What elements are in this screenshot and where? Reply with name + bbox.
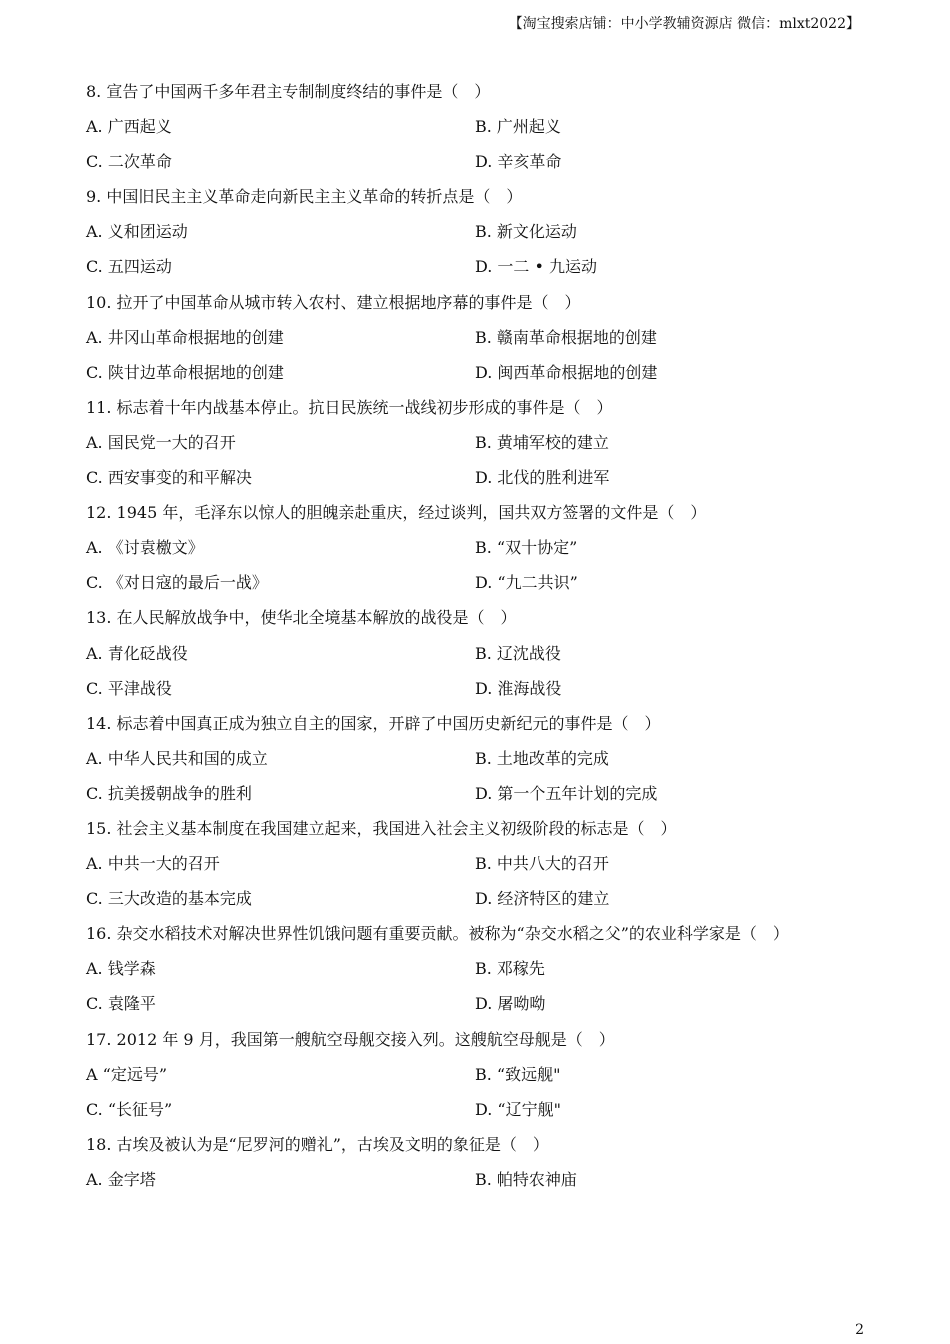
question-stem: 17. 2012 年 9 月，我国第一艘航空母舰交接入列。这艘航空母舰是（ ） xyxy=(86,1029,615,1049)
options-row xyxy=(86,671,876,706)
answer-option: D. 淮海战役 xyxy=(475,678,562,698)
answer-option: D. 第一个五年计划的完成 xyxy=(475,783,658,803)
question-block xyxy=(86,706,876,811)
answer-option: A. 中共一大的召开 xyxy=(86,854,220,874)
answer-option: B. “致远舰" xyxy=(475,1064,561,1084)
answer-option: C. “长征号” xyxy=(86,1099,173,1119)
answer-option: B. 邓稼先 xyxy=(475,959,545,979)
question-block xyxy=(86,179,876,284)
answer-option: D. 一二 • 九运动 xyxy=(475,257,598,277)
question-stem: 16. 杂交水稻技术对解决世界性饥饿问题有重要贡献。被称为“杂交水稻之父”的农业科学家是（ ） xyxy=(86,924,789,944)
answer-option: C. 袁隆平 xyxy=(86,994,156,1014)
options-row xyxy=(86,144,876,179)
shop-header-notice: 【淘宝搜索店铺：中小学教辅资源店 微信：mlxt2022】 xyxy=(508,16,860,32)
answer-option: B. 土地改革的完成 xyxy=(475,748,609,768)
question-block xyxy=(86,1127,876,1197)
answer-option: C. 平津战役 xyxy=(86,678,172,698)
options-row xyxy=(86,320,876,355)
answer-option: B. 帕特农神庙 xyxy=(475,1169,577,1189)
answer-option: A. 《讨袁檄文》 xyxy=(86,538,204,558)
question-stem: 14. 标志着中国真正成为独立自主的国家，开辟了中国历史新纪元的事件是（ ） xyxy=(86,713,661,733)
answer-option: C. 西安事变的和平解决 xyxy=(86,468,252,488)
answer-option: C. 三大改造的基本完成 xyxy=(86,889,252,909)
answer-option: B. 中共八大的召开 xyxy=(475,854,609,874)
options-row xyxy=(86,846,876,881)
question-list xyxy=(86,74,876,1197)
question-stem: 13. 在人民解放战争中，使华北全境基本解放的战役是（ ） xyxy=(86,608,517,628)
answer-option: A. 中华人民共和国的成立 xyxy=(86,748,268,768)
question-stem: 12. 1945 年，毛泽东以惊人的胆魄亲赴重庆，经过谈判，国共双方签署的文件是（ ） xyxy=(86,503,707,523)
question-block xyxy=(86,495,876,600)
answer-option: B. 赣南革命根据地的创建 xyxy=(475,327,657,347)
options-row xyxy=(86,249,876,284)
question-block xyxy=(86,811,876,916)
answer-option: A. 义和团运动 xyxy=(86,222,188,242)
question-block xyxy=(86,74,876,179)
answer-option: C. 陕甘边革命根据地的创建 xyxy=(86,362,284,382)
options-row xyxy=(86,1162,876,1197)
question-stem: 18. 古埃及被认为是“尼罗河的赠礼”，古埃及文明的象征是（ ） xyxy=(86,1134,549,1154)
options-row xyxy=(86,355,876,390)
question-block xyxy=(86,285,876,390)
question-stem: 9. 中国旧民主主义革命走向新民主主义革命的转折点是（ ） xyxy=(86,187,523,207)
options-row xyxy=(86,460,876,495)
question-stem: 8. 宣告了中国两千多年君主专制制度终结的事件是（ ） xyxy=(86,82,491,101)
answer-option: B. 新文化运动 xyxy=(475,222,577,242)
options-row xyxy=(86,951,876,986)
question-stem: 15. 社会主义基本制度在我国建立起来，我国进入社会主义初级阶段的标志是（ ） xyxy=(86,818,677,838)
options-row xyxy=(86,1057,876,1092)
question-block xyxy=(86,1022,876,1127)
answer-option: D. 闽西革命根据地的创建 xyxy=(475,362,658,382)
page-number: 2 xyxy=(855,1322,864,1338)
answer-option: D. “九二共识” xyxy=(475,573,578,593)
options-row xyxy=(86,1092,876,1127)
options-row xyxy=(86,776,876,811)
options-row xyxy=(86,530,876,565)
options-row xyxy=(86,636,876,671)
answer-option: B. 黄埔军校的建立 xyxy=(475,432,609,452)
answer-option: A. 国民党一大的召开 xyxy=(86,432,236,452)
answer-option: D. 北伐的胜利进军 xyxy=(475,468,610,488)
answer-option: C. 抗美援朝战争的胜利 xyxy=(86,783,252,803)
question-block xyxy=(86,390,876,495)
answer-option: B. “双十协定” xyxy=(475,538,578,558)
answer-option: C. 《对日寇的最后一战》 xyxy=(86,573,268,593)
question-block xyxy=(86,916,876,1021)
question-block xyxy=(86,600,876,705)
options-row xyxy=(86,565,876,600)
answer-option: B. 广州起义 xyxy=(475,117,561,137)
answer-option: C. 五四运动 xyxy=(86,257,172,277)
options-row xyxy=(86,425,876,460)
answer-option: D. 经济特区的建立 xyxy=(475,889,610,909)
question-stem: 10. 拉开了中国革命从城市转入农村、建立根据地序幕的事件是（ ） xyxy=(86,292,581,312)
options-row xyxy=(86,109,876,144)
answer-option: A. 钱学森 xyxy=(86,959,156,979)
options-row xyxy=(86,881,876,916)
options-row xyxy=(86,986,876,1021)
answer-option: D. 屠呦呦 xyxy=(475,994,546,1014)
answer-option: C. 二次革命 xyxy=(86,152,172,172)
question-stem: 11. 标志着十年内战基本停止。抗日民族统一战线初步形成的事件是（ ） xyxy=(86,397,613,417)
answer-option: A. 金字塔 xyxy=(86,1169,156,1189)
answer-option: A. 青化砭战役 xyxy=(86,643,188,663)
answer-option: D. “辽宁舰" xyxy=(475,1099,561,1119)
answer-option: A. 井冈山革命根据地的创建 xyxy=(86,327,284,347)
answer-option: D. 辛亥革命 xyxy=(475,152,562,172)
options-row xyxy=(86,214,876,249)
answer-option: B. 辽沈战役 xyxy=(475,643,561,663)
answer-option: A “定远号” xyxy=(86,1064,168,1084)
options-row xyxy=(86,741,876,776)
answer-option: A. 广西起义 xyxy=(86,117,172,137)
